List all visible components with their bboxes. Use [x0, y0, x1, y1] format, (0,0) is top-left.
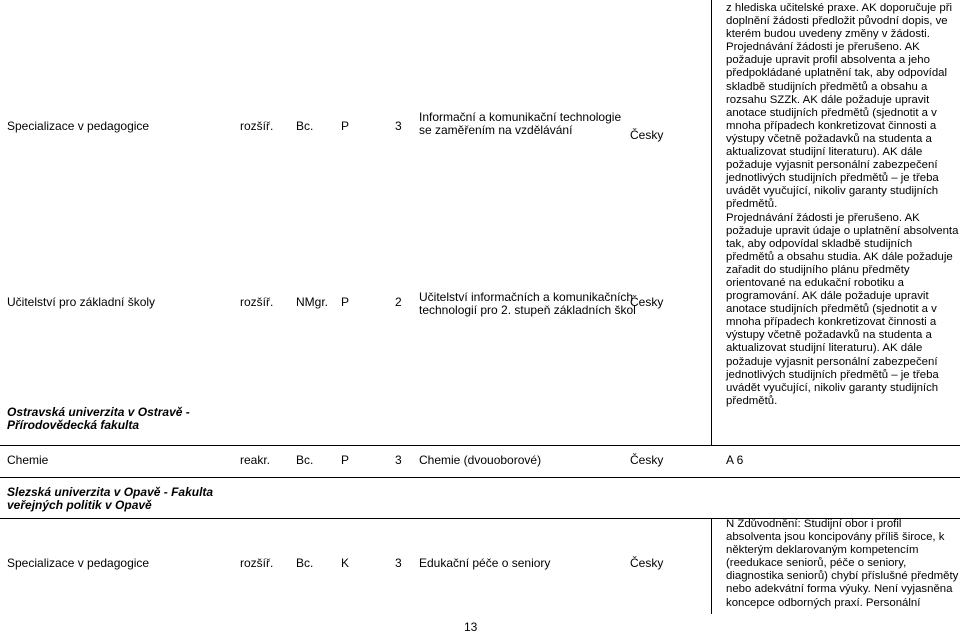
institution-line: Ostravská univerzita v Ostravě -: [7, 405, 190, 419]
table-cell-language: Česky: [630, 128, 664, 142]
table-cell-language: Česky: [630, 295, 664, 309]
note-line: požaduje upravit profil absolventa a jeho: [726, 54, 930, 67]
table-cell-form: K: [341, 556, 350, 570]
field-line: se zaměřením na vzdělávání: [419, 123, 573, 137]
note-line: některým deklarovaným kompetencím: [726, 544, 919, 557]
note-line: jednotlivých studijních předmětů – je třeba: [726, 172, 939, 185]
table-cell-degree: Bc.: [296, 556, 314, 570]
note-line: uvádět vyučující, nikoliv garanty studijních: [726, 381, 939, 394]
note-line: jednotlivých studijních předmětů – je třeba: [726, 368, 939, 381]
note-line: orientované na edukační robotiku a: [726, 276, 904, 289]
table-cell-form: P: [341, 119, 350, 133]
table-cell-type: rozšíř.: [240, 556, 274, 570]
note-line: předmětů.: [726, 394, 778, 407]
note-line: výstupy včetně požadavků na studenta a: [726, 132, 932, 145]
note-line: anotace studijních předmětů (sjednotit a v: [726, 106, 937, 119]
note-line: předpokládané uplatnění tak, aby odpovídal: [726, 67, 948, 80]
table-cell-years: 3: [395, 119, 402, 133]
table-cell-result: A 6: [726, 453, 744, 467]
note-line: z hlediska učitelské praxe. AK doporučuje při: [726, 2, 953, 14]
table-cell-degree: Bc.: [296, 119, 314, 133]
page-number: 13: [464, 620, 478, 634]
field-line: Učitelství informačních a komunikačních: [419, 290, 634, 304]
note-line: aktualizovat studijní literaturu). AK dále: [726, 146, 923, 159]
table-cell-form: P: [341, 295, 350, 309]
note-line: (reedukace seniorů, péče o seniory,: [726, 557, 907, 570]
note-line: diagnostika seniorů) chybí příslušné předměty: [726, 570, 959, 583]
table-rule: [711, 518, 712, 614]
table-cell-program: Specializace v pedagogice: [7, 119, 150, 133]
table-cell-field: Chemie (dvouoborové): [419, 453, 542, 467]
table-cell-program: Specializace v pedagogice: [7, 556, 150, 570]
note-line: Projednávání žádosti je přerušeno. AK: [726, 41, 920, 54]
note-line: doplnění žádosti předložit původní dopis, ve: [726, 15, 948, 28]
table-cell-years: 3: [395, 453, 402, 467]
table-cell-field: [419, 111, 621, 137]
note-line: požaduje vyjasnit personální zabezpečení: [726, 159, 938, 172]
table-cell-years: 3: [395, 556, 402, 570]
table-cell-program: Učitelství pro základní školy: [7, 295, 156, 309]
note-line: předmětů.: [726, 198, 778, 211]
note-line: zařadit do studijního plánu předměty: [726, 263, 910, 276]
note-line: koncepce odborných praxí. Personální: [726, 596, 921, 609]
note-line: rozsahu SZZk. AK dále požaduje upravit: [726, 93, 930, 106]
note-line: absolventa jsou koncipovány příliš široce, k: [726, 531, 945, 544]
table-cell-field: Edukační péče o seniory: [419, 556, 551, 570]
field-line: technologií pro 2. stupeň základních škol: [419, 303, 636, 317]
note-line: mnoha případech konkretizovat činnosti a: [726, 316, 937, 329]
table-cell-degree: Bc.: [296, 453, 314, 467]
note-line: N Zdůvodnění: Studijní obor i profil: [726, 518, 902, 530]
table-cell-type: rozšíř.: [240, 119, 274, 133]
note-line: skladbě studijních předmětů a obsahu a: [726, 80, 928, 93]
note-line: výstupy včetně požadavků na studenta a: [726, 329, 932, 342]
note-line: tak, aby odpovídal skladbě studijních: [726, 237, 913, 250]
institution-line: Slezská univerzita v Opavě - Fakulta: [7, 485, 214, 499]
table-cell-language: Česky: [630, 556, 664, 570]
institution-line: veřejných politik v Opavě: [7, 498, 152, 512]
note-line: Projednávání žádosti je přerušeno. AK: [726, 211, 920, 224]
table-cell-type: rozšíř.: [240, 295, 274, 309]
notes-lower: [726, 518, 958, 610]
institution-heading: [7, 486, 213, 512]
note-line: kterém budou uvedeny změny v žádosti.: [726, 28, 930, 41]
note-line: programování. AK dále požaduje upravit: [726, 290, 929, 303]
institution-line: Přírodovědecká fakulta: [7, 418, 140, 432]
table-rule: [0, 445, 960, 446]
table-cell-field: [419, 291, 636, 317]
table-rule: [711, 0, 712, 446]
note-line: požaduje upravit údaje o uplatnění absolventa: [726, 224, 959, 237]
institution-heading: [7, 406, 190, 432]
field-line: Informační a komunikační technologie: [419, 110, 622, 124]
table-cell-form: P: [341, 453, 350, 467]
notes-upper: [726, 2, 958, 408]
table-cell-type: reakr.: [240, 453, 271, 467]
note-line: předmětů a obsahu studia. AK dále požaduje: [726, 250, 953, 263]
note-line: anotace studijních předmětů (sjednotit a v: [726, 303, 937, 316]
note-line: aktualizovat studijní literaturu). AK dále: [726, 342, 923, 355]
note-line: nebo adekvátní forma výuky. Není vyjasněna: [726, 583, 953, 596]
table-cell-years: 2: [395, 295, 402, 309]
table-cell-program: Chemie: [7, 453, 49, 467]
table-cell-language: Česky: [630, 453, 664, 467]
note-line: mnoha případech konkretizovat činnosti a: [726, 119, 937, 132]
note-line: uvádět vyučující, nikoliv garanty studijních: [726, 185, 939, 198]
table-rule: [0, 477, 960, 478]
note-line: požaduje vyjasnit personální zabezpečení: [726, 355, 938, 368]
table-cell-degree: NMgr.: [296, 295, 329, 309]
